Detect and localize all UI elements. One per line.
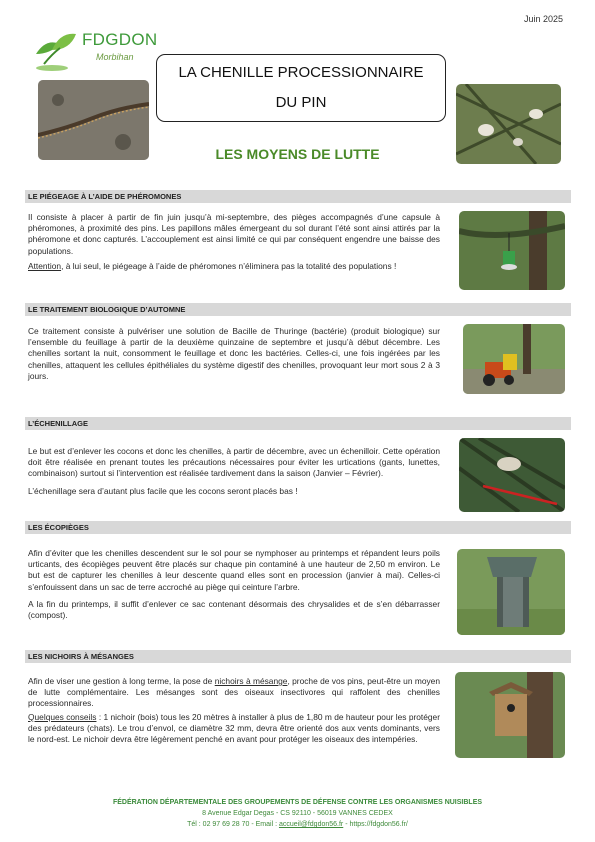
section-paragraph: Il consiste à placer à partir de fin juin jusqu’à mi-septembre, des pièges accompagnés d’une capsule à phéromones, à proximité des pins. Les papillons mâles émergeant du sol durant l’été sont ainsi attirés par la phéromone et donc capturés. L’accouplement est ainsi limité ce qui par conséquent engendre une baisse des populations. (28, 212, 440, 256)
tips-text: : 1 nichoir (bois) tous les 20 mètres à installer à plus de 1,80 m de hauteur pour les protéger des prédateurs (chats). Le trou d’envol, ce diamètre 32 mm, devra être orienté dos aux vents dominants, vers le nord-est. Le nichoir devra être légèrement penché en avant pour protéger les oiseaux des intempéries. (28, 711, 441, 745)
document-date: Juin 2025 (523, 14, 563, 24)
section-body-echenillage (28, 446, 440, 503)
footer-contact (0, 819, 595, 830)
footer-address: 8 Avenue Edgar Degas - CS 92110 - 56019 VANNES CEDEX (202, 810, 393, 817)
section-paragraph: Afin d’éviter que les chenilles descendent sur le sol pour se nymphoser au printemps et répandent leurs poils urticants, des écopièges peuvent être placés sur chaque pin contaminé à une hauteur de 2,50 m environ. Le but est de capturer les chenilles à leur descente quand elles sont en procession (janvier à mai). Celles-ci s’enfouissent dans un sac de terre accroché au piège qui ceinture l’arbre. (28, 548, 440, 592)
attention-label: Attention (28, 260, 62, 271)
footer-phone: Tél : 02 97 69 28 70 - Email : (187, 821, 279, 828)
pheromone-trap-photo (459, 211, 565, 290)
section-paragraph: Ce traitement consiste à pulvériser une solution de Bacille de Thuringe (bactérie) (produit biologique) sur l’ensemble du feuillage à partir de la deuxième quinzaine de septembre et jusqu’à début décembre. Les chenilles sortant la nuit, consomment le feuillage et donc les bactéries. Celles-ci, une fois ingérées par les chenilles, attaquent les cellules épithéliales du système digestif des chenilles, provoquant leur mort sous 2 à 3 jours. (28, 326, 440, 381)
section-paragraph (28, 712, 440, 746)
section-body-nichoirs (28, 676, 440, 751)
attention-text: , à lui seul, le piégeage à l’aide de phéromones n’éliminera pas la totalité des populations ! (61, 260, 397, 271)
leaf-logo-icon (30, 24, 80, 74)
fdgdon-logo (30, 24, 170, 74)
section-heading-nichoirs: LES NICHOIRS À MÉSANGES (25, 650, 571, 663)
footer-email-link[interactable]: accueil@fdgdon56.fr (278, 821, 344, 828)
section-paragraph (28, 676, 440, 710)
footer-organization: FÉDÉRATION DÉPARTEMENTALE DES GROUPEMENTS DE DÉFENSE CONTRE LES ORGANISMES NUISIBLES (112, 799, 483, 806)
page-subtitle: LES MOYENS DE LUTTE (215, 146, 380, 162)
logo-name: FDGDON (82, 30, 158, 49)
section-paragraph (28, 261, 440, 272)
section-heading-ecopieges: LES ÉCOPIÈGES (25, 521, 571, 534)
paragraph-text: , proche de vos pins, peut-être un moyen de lutte complémentaire. Les mésanges sont des oiseaux insectivores qui raffolent des chenilles processionnaires. (28, 676, 440, 709)
logo-subtitle: Morbihan (96, 52, 134, 62)
paragraph-text: Afin de viser une gestion à long terme, la pose de (28, 676, 215, 686)
footer-website[interactable]: - https://fdgdon56.fr/ (343, 821, 408, 828)
section-paragraph: Le but est d’enlever les cocons et donc les chenilles, à partir de décembre, avec un échenilloir. Cette opération doit être réalisée en prenant toutes les précautions nécessaires pour éviter les urtications (gants, lunettes, combinaison) surtout si l’intervention est réalisée tardivement dans la saison (Janvier – Février). (28, 446, 440, 479)
section-body-biological-treatment (28, 326, 440, 388)
section-paragraph: A la fin du printemps, il suffit d’enlever ce sac contenant désormais des chrysalides et de s’en débarrasser (compost). (28, 598, 440, 621)
section-body-ecopieges (28, 548, 440, 627)
page-title-line-2: DU PIN (275, 94, 327, 111)
section-heading-pheromones: LE PIÉGEAGE À L’AIDE DE PHÉROMONES (25, 190, 571, 203)
section-heading-echenillage: L’ÉCHENILLAGE (25, 417, 571, 430)
page-title-box (156, 54, 446, 122)
tips-label: Quelques conseils (28, 711, 97, 722)
section-paragraph: L’échenillage sera d’autant plus facile que les cocons seront placés bas ! (28, 485, 298, 496)
page-title-line-1: LA CHENILLE PROCESSIONNAIRE (178, 64, 424, 81)
pruning-pole-photo (459, 438, 565, 512)
sprayer-tractor-photo (463, 324, 565, 394)
section-heading-biological-treatment: LE TRAITEMENT BIOLOGIQUE D’AUTOMNE (25, 303, 571, 316)
birdhouse-photo (455, 672, 565, 758)
ecopiege-photo (457, 549, 565, 635)
nichoirs-link-text: nichoirs à mésange (214, 676, 288, 686)
section-body-pheromones (28, 212, 440, 278)
